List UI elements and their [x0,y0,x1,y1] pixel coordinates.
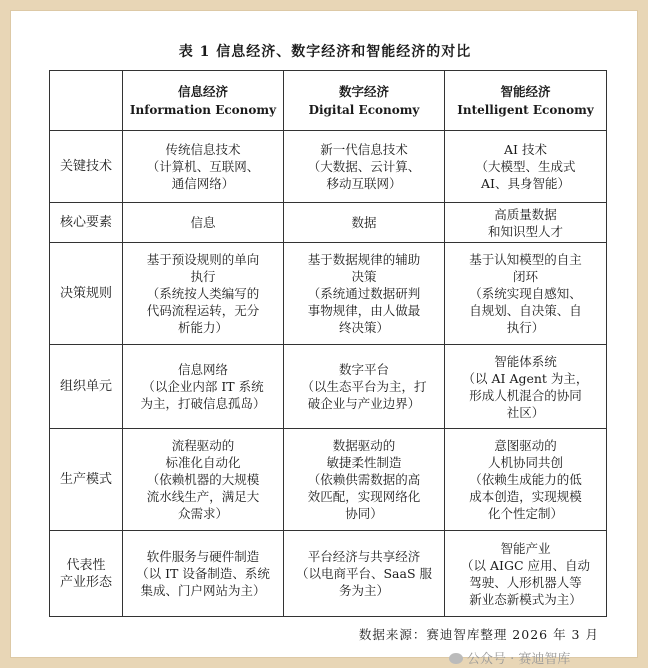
header-zh: 数字经济 [338,83,389,99]
cell-line: 数据驱动的 [332,438,396,453]
cell-line: 自规划、自决策、自 [469,303,582,318]
table-cell [284,345,445,429]
cell-line: （系统按人类编写的 [146,286,260,301]
cell-line: 新业态新模式为主） [469,591,582,607]
cell-line: 敏捷柔性制造 [326,455,402,470]
table-cell [445,531,607,617]
cell-line: 众需求） [177,506,228,521]
table-cell [445,243,607,345]
cell-line: 决策 [351,269,377,284]
cell-line: 标准化自动化 [165,455,241,470]
cell-line: 终决策） [338,320,389,335]
cell-line: 基于认知模型的自主 [469,252,582,267]
table-title: 表 1 信息经济、数字经济和智能经济的对比 [178,44,472,60]
cell-line: 意图驱动的 [494,438,557,453]
table-row [50,345,607,429]
row-label-line: 核心要素 [59,215,112,230]
row-label-line: 关键技术 [59,159,112,174]
cell-line: 基于数据规律的辅助 [307,252,421,267]
header-zh: 信息经济 [177,83,228,99]
table-cell [284,531,445,617]
cell-line: 析能力） [177,320,228,335]
table-row [50,203,607,243]
row-label [50,531,123,617]
table-cell [123,429,284,531]
row-label [50,243,123,345]
cell-line: （依赖机器的大规模 [146,472,260,487]
cell-line: （以 IT 设备制造、系统 [136,566,270,581]
cell-line: 软件服务与硬件制造 [146,549,260,564]
cell-line: （以生态平台为主，打 [301,379,427,394]
header-zh: 智能经济 [500,83,551,99]
cell-line: 集成、门户网站为主） [140,583,266,598]
header-row [50,71,607,131]
table-row [50,429,607,531]
cell-line: 数字平台 [338,362,389,377]
row-label-line: 生产模式 [59,472,112,487]
table-cell [123,131,284,203]
cell-line: 成本创造，实现规模 [469,489,582,504]
table-cell [284,243,445,345]
corner-cell [50,71,123,131]
header-intelligent [445,71,607,131]
row-label [50,345,123,429]
cell-line: （系统通过数据研判 [307,286,421,301]
cell-line: （以企业内部 IT 系统 [142,379,264,394]
table-cell [284,203,445,243]
watermark-text: 公众号 · 赛迪智库 [467,652,571,667]
cell-line: （以电商平台、SaaS 服 [295,566,432,581]
table-cell [445,345,607,429]
cell-line: 破企业与产业边界） [307,396,421,411]
cell-line: AI 技术 [504,142,547,157]
cell-line: 社区） [506,404,545,420]
table-cell [123,345,284,429]
table-cell [445,203,607,243]
table-cell [284,131,445,203]
row-label-line: 代表性 [66,557,106,573]
cell-line: （大数据、云计算、 [307,159,421,174]
cell-line: 执行 [190,269,216,284]
table-cell [284,429,445,531]
table-cell [123,531,284,617]
row-label [50,429,123,531]
row-label-line: 组织单元 [59,379,112,394]
cell-line: 闭环 [512,269,538,284]
cell-line: 和知识型人才 [487,223,563,239]
cell-line: 流水线生产，满足大 [146,489,260,504]
comparison-table [49,70,607,617]
document-frame [10,10,638,667]
cell-line: 化个性定制） [487,506,563,521]
cell-line: 通信网络） [171,176,235,191]
cell-line: （大模型、生成式 [475,159,576,174]
cell-line: （以 AIGC 应用、自动 [461,557,590,573]
cell-line: （计算机、互联网、 [146,159,260,174]
cell-line: （依赖生成能力的低 [469,472,582,487]
cell-line: 移动互联网） [326,176,402,191]
header-digital [284,71,445,131]
table-row [50,131,607,203]
cell-line: 为主，打破信息孤岛） [140,396,266,411]
row-label-line: 决策规则 [59,286,112,301]
table-row [50,531,607,617]
header-en: Intelligent Economy [457,102,594,117]
cell-line: 形成人机混合的协同 [469,387,582,403]
row-label [50,131,123,203]
cell-line: （以 AI Agent 为主， [462,370,589,386]
cell-line: 新一代信息技术 [320,142,408,157]
cell-line: 事物规律，由人做最 [307,303,421,318]
cell-line: 驾驶、人形机器人等 [469,574,582,590]
table-cell [445,131,607,203]
table-row [50,243,607,345]
header-en: Information Economy [129,102,277,117]
watermark [449,648,570,667]
cell-line: 数据 [351,215,377,230]
cell-line: 基于预设规则的单向 [146,252,260,267]
cell-line: 智能产业 [500,540,551,556]
cell-line: 人机协同共创 [487,455,563,470]
cell-line: 智能体系统 [494,353,557,369]
cell-line: 代码流程运转，无分 [146,303,260,318]
header-en: Digital Economy [308,102,420,117]
cell-line: （依赖供需数据的高 [307,472,421,487]
cell-line: 传统信息技术 [165,142,241,157]
cell-line: 高质量数据 [494,206,557,222]
wechat-icon [449,653,463,664]
cell-line: 务为主） [338,583,389,598]
data-source: 数据来源：赛迪智库整理 2026 年 3 月 [358,627,599,642]
cell-line: 信息网络 [177,362,228,377]
row-label [50,203,123,243]
cell-line: AI、具身智能） [481,176,570,191]
cell-line: （系统实现自感知、 [469,286,582,301]
cell-line: 平台经济与共享经济 [307,549,421,564]
cell-line: 执行） [506,320,545,335]
cell-line: 效匹配，实现网络化 [307,489,421,504]
header-information [123,71,284,131]
table-cell [123,203,284,243]
row-label-line: 产业形态 [59,574,112,590]
cell-line: 信息 [190,215,216,230]
table-cell [123,243,284,345]
table-cell [445,429,607,531]
cell-line: 协同） [345,506,383,521]
cell-line: 流程驱动的 [171,438,235,453]
